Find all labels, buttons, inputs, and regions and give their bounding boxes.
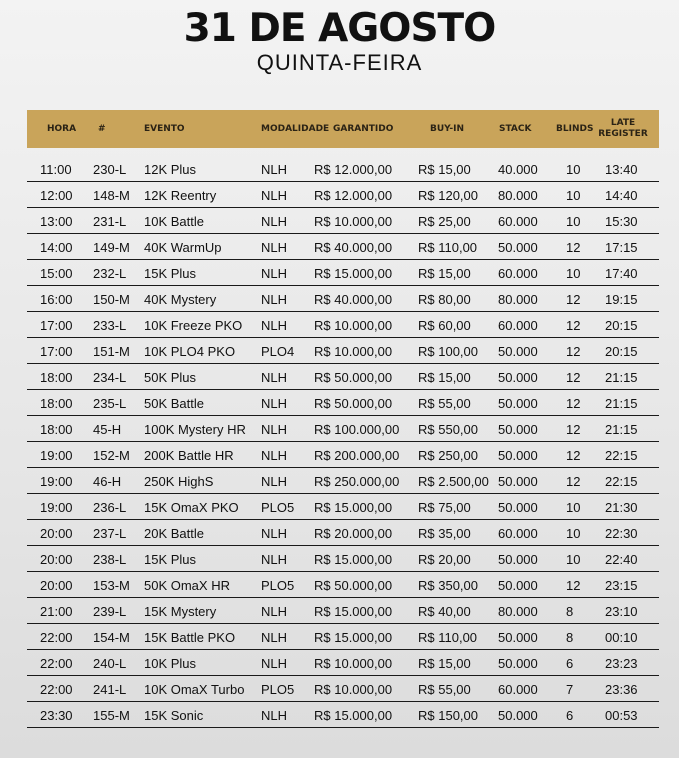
cell-evento: 40K WarmUp bbox=[144, 240, 222, 255]
cell-number: 45-H bbox=[93, 422, 122, 437]
cell-stack: 80.000 bbox=[498, 188, 538, 203]
cell-buyin: R$ 35,00 bbox=[418, 526, 471, 541]
table-row bbox=[27, 520, 659, 546]
cell-garantido: R$ 15.000,00 bbox=[314, 708, 393, 723]
cell-number: 153-M bbox=[93, 578, 130, 593]
cell-late-register: 22:40 bbox=[605, 552, 638, 567]
cell-buyin: R$ 15,00 bbox=[418, 162, 471, 177]
cell-stack: 80.000 bbox=[498, 292, 538, 307]
cell-modalidade: NLH bbox=[261, 162, 288, 177]
cell-modalidade: NLH bbox=[261, 422, 288, 437]
cell-late-register: 21:15 bbox=[605, 370, 638, 385]
cell-modalidade: NLH bbox=[261, 370, 288, 385]
cell-garantido: R$ 250.000,00 bbox=[314, 474, 400, 489]
cell-modalidade: NLH bbox=[261, 474, 288, 489]
table-row bbox=[27, 338, 659, 364]
cell-buyin: R$ 55,00 bbox=[418, 396, 471, 411]
cell-stack: 50.000 bbox=[498, 708, 538, 723]
cell-modalidade: PLO5 bbox=[261, 578, 295, 593]
cell-late-register: 15:30 bbox=[605, 214, 638, 229]
cell-evento: 50K Battle bbox=[144, 396, 204, 411]
cell-stack: 60.000 bbox=[498, 526, 538, 541]
table-row bbox=[27, 390, 659, 416]
cell-hora: 11:00 bbox=[40, 162, 72, 177]
cell-late-register: 19:15 bbox=[605, 292, 638, 307]
cell-blinds: 12 bbox=[566, 396, 581, 411]
cell-modalidade: NLH bbox=[261, 266, 288, 281]
cell-late-register: 17:15 bbox=[605, 240, 638, 255]
col-modalidade: MODALIDADE bbox=[261, 124, 330, 134]
cell-evento: 100K Mystery HR bbox=[144, 422, 246, 437]
cell-garantido: R$ 40.000,00 bbox=[314, 240, 393, 255]
cell-hora: 19:00 bbox=[40, 500, 73, 515]
cell-garantido: R$ 15.000,00 bbox=[314, 500, 393, 515]
cell-buyin: R$ 25,00 bbox=[418, 214, 471, 229]
cell-stack: 50.000 bbox=[498, 344, 538, 359]
page-subtitle: QUINTA-FEIRA bbox=[256, 50, 423, 75]
table-header bbox=[27, 110, 659, 148]
cell-modalidade: NLH bbox=[261, 448, 288, 463]
cell-garantido: R$ 15.000,00 bbox=[314, 604, 393, 619]
cell-number: 231-L bbox=[93, 214, 127, 229]
cell-late-register: 22:30 bbox=[605, 526, 638, 541]
table-row bbox=[27, 442, 659, 468]
cell-garantido: R$ 10.000,00 bbox=[314, 318, 393, 333]
cell-modalidade: NLH bbox=[261, 526, 288, 541]
cell-garantido: R$ 40.000,00 bbox=[314, 292, 393, 307]
cell-late-register: 23:10 bbox=[605, 604, 638, 619]
cell-evento: 15K Sonic bbox=[144, 708, 204, 723]
cell-number: 152-M bbox=[93, 448, 130, 463]
cell-stack: 80.000 bbox=[498, 604, 538, 619]
cell-buyin: R$ 250,00 bbox=[418, 448, 478, 463]
cell-late-register: 22:15 bbox=[605, 448, 638, 463]
cell-number: 232-L bbox=[93, 266, 127, 281]
cell-modalidade: NLH bbox=[261, 188, 288, 203]
cell-late-register: 00:10 bbox=[605, 630, 638, 645]
cell-late-register: 23:15 bbox=[605, 578, 638, 593]
cell-hora: 18:00 bbox=[40, 396, 73, 411]
cell-modalidade: NLH bbox=[261, 708, 288, 723]
cell-modalidade: PLO5 bbox=[261, 500, 295, 515]
cell-late-register: 22:15 bbox=[605, 474, 638, 489]
cell-number: 148-M bbox=[93, 188, 130, 203]
cell-garantido: R$ 20.000,00 bbox=[314, 526, 393, 541]
cell-late-register: 20:15 bbox=[605, 344, 638, 359]
cell-hora: 16:00 bbox=[40, 292, 73, 307]
cell-stack: 50.000 bbox=[498, 552, 538, 567]
cell-blinds: 12 bbox=[566, 422, 581, 437]
cell-blinds: 8 bbox=[566, 630, 574, 645]
cell-evento: 12K Plus bbox=[144, 162, 197, 177]
cell-number: 237-L bbox=[93, 526, 127, 541]
cell-garantido: R$ 15.000,00 bbox=[314, 266, 393, 281]
cell-buyin: R$ 550,00 bbox=[418, 422, 478, 437]
cell-blinds: 8 bbox=[566, 604, 574, 619]
cell-stack: 60.000 bbox=[498, 682, 538, 697]
cell-hora: 21:00 bbox=[40, 604, 73, 619]
cell-stack: 50.000 bbox=[498, 240, 538, 255]
cell-garantido: R$ 15.000,00 bbox=[314, 552, 393, 567]
cell-number: 155-M bbox=[93, 708, 130, 723]
cell-evento: 50K Plus bbox=[144, 370, 197, 385]
cell-evento: 10K Freeze PKO bbox=[144, 318, 243, 333]
cell-stack: 50.000 bbox=[498, 474, 538, 489]
cell-hora: 22:00 bbox=[40, 630, 73, 645]
table-row bbox=[27, 208, 659, 234]
col-late-line1: LATE bbox=[610, 118, 636, 128]
table-row bbox=[27, 702, 659, 728]
cell-garantido: R$ 50.000,00 bbox=[314, 396, 393, 411]
cell-stack: 60.000 bbox=[498, 214, 538, 229]
cell-blinds: 6 bbox=[566, 656, 574, 671]
table-row bbox=[27, 650, 659, 676]
cell-buyin: R$ 15,00 bbox=[418, 656, 471, 671]
table-row bbox=[27, 416, 659, 442]
cell-number: 149-M bbox=[93, 240, 130, 255]
cell-hora: 23:30 bbox=[40, 708, 73, 723]
cell-hora: 20:00 bbox=[40, 552, 73, 567]
cell-hora: 22:00 bbox=[40, 656, 73, 671]
table-row bbox=[27, 546, 659, 572]
col-stack: STACK bbox=[499, 124, 532, 134]
cell-stack: 50.000 bbox=[498, 630, 538, 645]
cell-hora: 17:00 bbox=[40, 344, 73, 359]
cell-buyin: R$ 2.500,00 bbox=[418, 474, 489, 489]
cell-stack: 50.000 bbox=[498, 578, 538, 593]
cell-number: 235-L bbox=[93, 396, 127, 411]
cell-blinds: 10 bbox=[566, 526, 581, 541]
cell-late-register: 00:53 bbox=[605, 708, 638, 723]
cell-blinds: 7 bbox=[566, 682, 574, 697]
cell-buyin: R$ 15,00 bbox=[418, 370, 471, 385]
cell-buyin: R$ 55,00 bbox=[418, 682, 471, 697]
cell-hora: 22:00 bbox=[40, 682, 73, 697]
cell-blinds: 10 bbox=[566, 214, 581, 229]
cell-buyin: R$ 15,00 bbox=[418, 266, 471, 281]
cell-evento: 15K Mystery bbox=[144, 604, 217, 619]
cell-number: 234-L bbox=[93, 370, 127, 385]
col-late-line2: REGISTER bbox=[598, 129, 648, 139]
cell-stack: 50.000 bbox=[498, 422, 538, 437]
cell-garantido: R$ 200.000,00 bbox=[314, 448, 400, 463]
cell-modalidade: NLH bbox=[261, 318, 288, 333]
cell-evento: 10K Plus bbox=[144, 656, 197, 671]
cell-blinds: 12 bbox=[566, 578, 581, 593]
cell-hora: 13:00 bbox=[40, 214, 73, 229]
table-row bbox=[27, 286, 659, 312]
cell-stack: 60.000 bbox=[498, 266, 538, 281]
cell-garantido: R$ 10.000,00 bbox=[314, 214, 393, 229]
cell-garantido: R$ 12.000,00 bbox=[314, 162, 393, 177]
cell-buyin: R$ 150,00 bbox=[418, 708, 478, 723]
cell-modalidade: NLH bbox=[261, 630, 288, 645]
table-row bbox=[27, 260, 659, 286]
cell-blinds: 10 bbox=[566, 552, 581, 567]
cell-blinds: 12 bbox=[566, 370, 581, 385]
cell-hora: 15:00 bbox=[40, 266, 73, 281]
cell-number: 239-L bbox=[93, 604, 127, 619]
cell-modalidade: NLH bbox=[261, 396, 288, 411]
cell-evento: 40K Mystery bbox=[144, 292, 217, 307]
cell-garantido: R$ 12.000,00 bbox=[314, 188, 393, 203]
cell-evento: 20K Battle bbox=[144, 526, 204, 541]
cell-garantido: R$ 50.000,00 bbox=[314, 578, 393, 593]
cell-stack: 50.000 bbox=[498, 500, 538, 515]
cell-number: 150-M bbox=[93, 292, 130, 307]
cell-modalidade: NLH bbox=[261, 240, 288, 255]
cell-hora: 12:00 bbox=[40, 188, 73, 203]
cell-modalidade: NLH bbox=[261, 292, 288, 307]
cell-number: 230-L bbox=[93, 162, 127, 177]
cell-buyin: R$ 110,00 bbox=[418, 630, 478, 645]
cell-blinds: 12 bbox=[566, 318, 581, 333]
cell-evento: 10K Battle bbox=[144, 214, 204, 229]
cell-garantido: R$ 100.000,00 bbox=[314, 422, 400, 437]
cell-modalidade: NLH bbox=[261, 214, 288, 229]
cell-buyin: R$ 350,00 bbox=[418, 578, 478, 593]
cell-buyin: R$ 40,00 bbox=[418, 604, 471, 619]
cell-blinds: 12 bbox=[566, 474, 581, 489]
cell-hora: 20:00 bbox=[40, 526, 73, 541]
col-number: # bbox=[98, 124, 106, 134]
col-hora: HORA bbox=[47, 124, 77, 134]
cell-late-register: 14:40 bbox=[605, 188, 638, 203]
cell-buyin: R$ 75,00 bbox=[418, 500, 471, 515]
table-row bbox=[27, 676, 659, 702]
cell-modalidade: NLH bbox=[261, 656, 288, 671]
cell-buyin: R$ 110,00 bbox=[418, 240, 478, 255]
cell-modalidade: PLO5 bbox=[261, 682, 295, 697]
cell-late-register: 23:36 bbox=[605, 682, 638, 697]
cell-blinds: 12 bbox=[566, 344, 581, 359]
cell-blinds: 12 bbox=[566, 240, 581, 255]
cell-number: 154-M bbox=[93, 630, 130, 645]
cell-hora: 20:00 bbox=[40, 578, 73, 593]
table-row bbox=[27, 468, 659, 494]
cell-late-register: 17:40 bbox=[605, 266, 638, 281]
cell-evento: 10K PLO4 PKO bbox=[144, 344, 236, 359]
table-row bbox=[27, 572, 659, 598]
cell-hora: 18:00 bbox=[40, 422, 73, 437]
cell-hora: 14:00 bbox=[40, 240, 73, 255]
cell-stack: 60.000 bbox=[498, 318, 538, 333]
cell-late-register: 13:40 bbox=[605, 162, 638, 177]
cell-evento: 15K Battle PKO bbox=[144, 630, 236, 645]
table-row bbox=[27, 312, 659, 338]
cell-blinds: 12 bbox=[566, 448, 581, 463]
cell-evento: 12K Reentry bbox=[144, 188, 217, 203]
cell-garantido: R$ 15.000,00 bbox=[314, 630, 393, 645]
cell-modalidade: NLH bbox=[261, 552, 288, 567]
cell-stack: 50.000 bbox=[498, 448, 538, 463]
cell-buyin: R$ 20,00 bbox=[418, 552, 471, 567]
table-row bbox=[27, 598, 659, 624]
col-blinds: BLINDS bbox=[556, 124, 594, 134]
cell-number: 241-L bbox=[93, 682, 127, 697]
cell-blinds: 12 bbox=[566, 292, 581, 307]
cell-stack: 50.000 bbox=[498, 370, 538, 385]
cell-late-register: 20:15 bbox=[605, 318, 638, 333]
cell-number: 233-L bbox=[93, 318, 127, 333]
cell-buyin: R$ 120,00 bbox=[418, 188, 478, 203]
col-late-register bbox=[598, 110, 648, 148]
cell-number: 151-M bbox=[93, 344, 130, 359]
cell-modalidade: PLO4 bbox=[261, 344, 295, 359]
cell-hora: 19:00 bbox=[40, 474, 73, 489]
col-garantido: GARANTIDO bbox=[333, 124, 394, 134]
cell-garantido: R$ 10.000,00 bbox=[314, 656, 393, 671]
cell-stack: 40.000 bbox=[498, 162, 538, 177]
cell-evento: 15K Plus bbox=[144, 552, 197, 567]
cell-late-register: 23:23 bbox=[605, 656, 638, 671]
col-buyin: BUY-IN bbox=[430, 124, 464, 134]
cell-number: 240-L bbox=[93, 656, 127, 671]
cell-garantido: R$ 10.000,00 bbox=[314, 344, 393, 359]
table-row bbox=[27, 624, 659, 650]
cell-late-register: 21:15 bbox=[605, 422, 638, 437]
cell-late-register: 21:30 bbox=[605, 500, 638, 515]
cell-number: 236-L bbox=[93, 500, 127, 515]
cell-garantido: R$ 10.000,00 bbox=[314, 682, 393, 697]
cell-blinds: 10 bbox=[566, 162, 581, 177]
cell-stack: 50.000 bbox=[498, 656, 538, 671]
cell-stack: 50.000 bbox=[498, 396, 538, 411]
cell-evento: 250K HighS bbox=[144, 474, 214, 489]
cell-late-register: 21:15 bbox=[605, 396, 638, 411]
cell-number: 238-L bbox=[93, 552, 127, 567]
cell-evento: 15K OmaX PKO bbox=[144, 500, 239, 515]
cell-evento: 50K OmaX HR bbox=[144, 578, 230, 593]
cell-buyin: R$ 80,00 bbox=[418, 292, 471, 307]
table-row bbox=[27, 156, 659, 182]
cell-blinds: 10 bbox=[566, 188, 581, 203]
page-title: 31 DE AGOSTO bbox=[183, 6, 496, 51]
schedule-rows bbox=[27, 156, 659, 728]
table-row bbox=[27, 182, 659, 208]
cell-number: 46-H bbox=[93, 474, 122, 489]
table-row bbox=[27, 494, 659, 520]
cell-garantido: R$ 50.000,00 bbox=[314, 370, 393, 385]
cell-hora: 18:00 bbox=[40, 370, 73, 385]
cell-evento: 10K OmaX Turbo bbox=[144, 682, 245, 697]
cell-hora: 19:00 bbox=[40, 448, 73, 463]
table-row bbox=[27, 364, 659, 390]
cell-buyin: R$ 60,00 bbox=[418, 318, 471, 333]
cell-evento: 15K Plus bbox=[144, 266, 197, 281]
cell-evento: 200K Battle HR bbox=[144, 448, 234, 463]
col-evento: EVENTO bbox=[144, 124, 185, 134]
cell-buyin: R$ 100,00 bbox=[418, 344, 478, 359]
table-row bbox=[27, 234, 659, 260]
cell-blinds: 10 bbox=[566, 500, 581, 515]
cell-hora: 17:00 bbox=[40, 318, 73, 333]
cell-blinds: 6 bbox=[566, 708, 574, 723]
cell-modalidade: NLH bbox=[261, 604, 288, 619]
cell-blinds: 10 bbox=[566, 266, 581, 281]
